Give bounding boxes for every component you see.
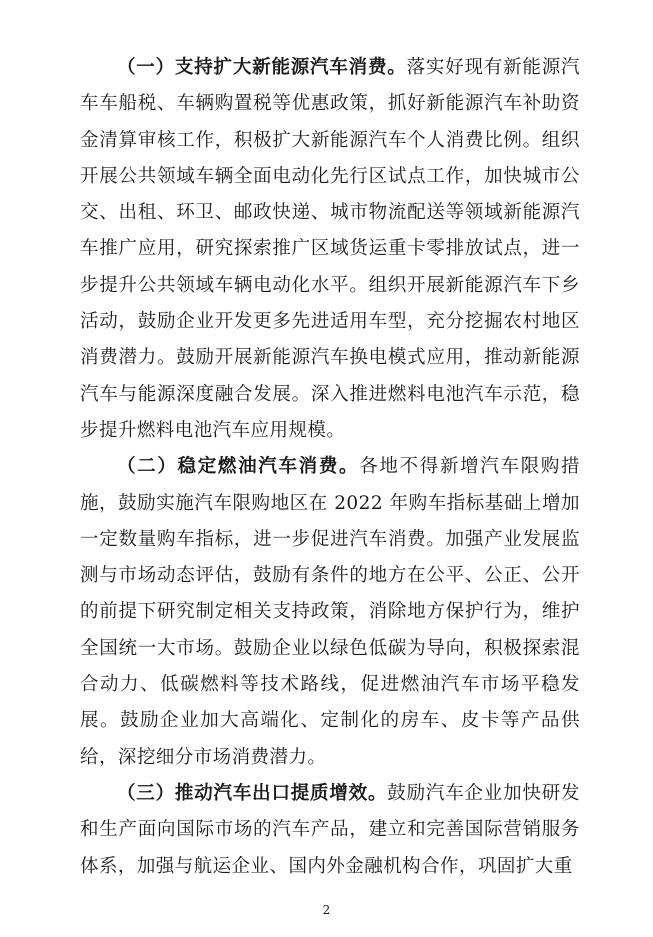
section-heading-3: （三）推动汽车出口提质增效。	[117, 782, 388, 804]
section-text-3: 鼓励汽车企业加快研发和生产面向国际市场的汽车产品，建立和完善国际营销服务体系，加强与航运企业、国内外金融机构合作，巩固扩大重	[80, 782, 580, 877]
document-body	[80, 50, 580, 885]
paragraph-promote-vehicle-export	[80, 776, 580, 885]
section-text-2: 各地不得新增汽车限购措施，鼓励实施汽车限购地区在 2022 年购车指标基础上增加一定数量购车指标，进一步促进汽车消费。加强产业发展监测与市场动态评估，鼓励有条件的地方在公平、公正、公开的前提下研究制定相关支持政策，消除地方保护行为，维护全国统一大市场。鼓励企业以绿色低碳为导向，积极探索混合动力、低碳燃料等技术路线，促进燃油汽车市场平稳发展。鼓励企业加大高端化、定制化的房车、皮卡等产品供给，深挖细分市场消费潜力。	[80, 456, 581, 768]
page-number: 2	[322, 903, 331, 917]
section-text-1: 落实好现有新能源汽车车船税、车辆购置税等优惠政策，抓好新能源汽车补助资金清算审核工作，积极扩大新能源汽车个人消费比例。组织开展公共领域车辆全面电动化先行区试点工作，加快城市公交、出租、环卫、邮政快递、城市物流配送等领域新能源汽车推广应用，研究探索推广区域货运重卡零排放试点，进一步提升公共领域车辆电动化水平。组织开展新能源汽车下乡活动，鼓励企业开发更多先进适用车型，充分挖掘农村地区消费潜力。鼓励开展新能源汽车换电模式应用，推动新能源汽车与能源深度融合发展。深入推进燃料电池汽车示范，稳步提升燃料电池汽车应用规模。	[80, 57, 580, 441]
paragraph-support-new-energy-vehicles	[80, 50, 580, 449]
section-heading-1: （一）支持扩大新能源汽车消费。	[117, 57, 407, 78]
paragraph-stabilize-fuel-vehicles	[80, 449, 580, 776]
section-heading-2: （二）稳定燃油汽车消费。	[117, 456, 360, 478]
